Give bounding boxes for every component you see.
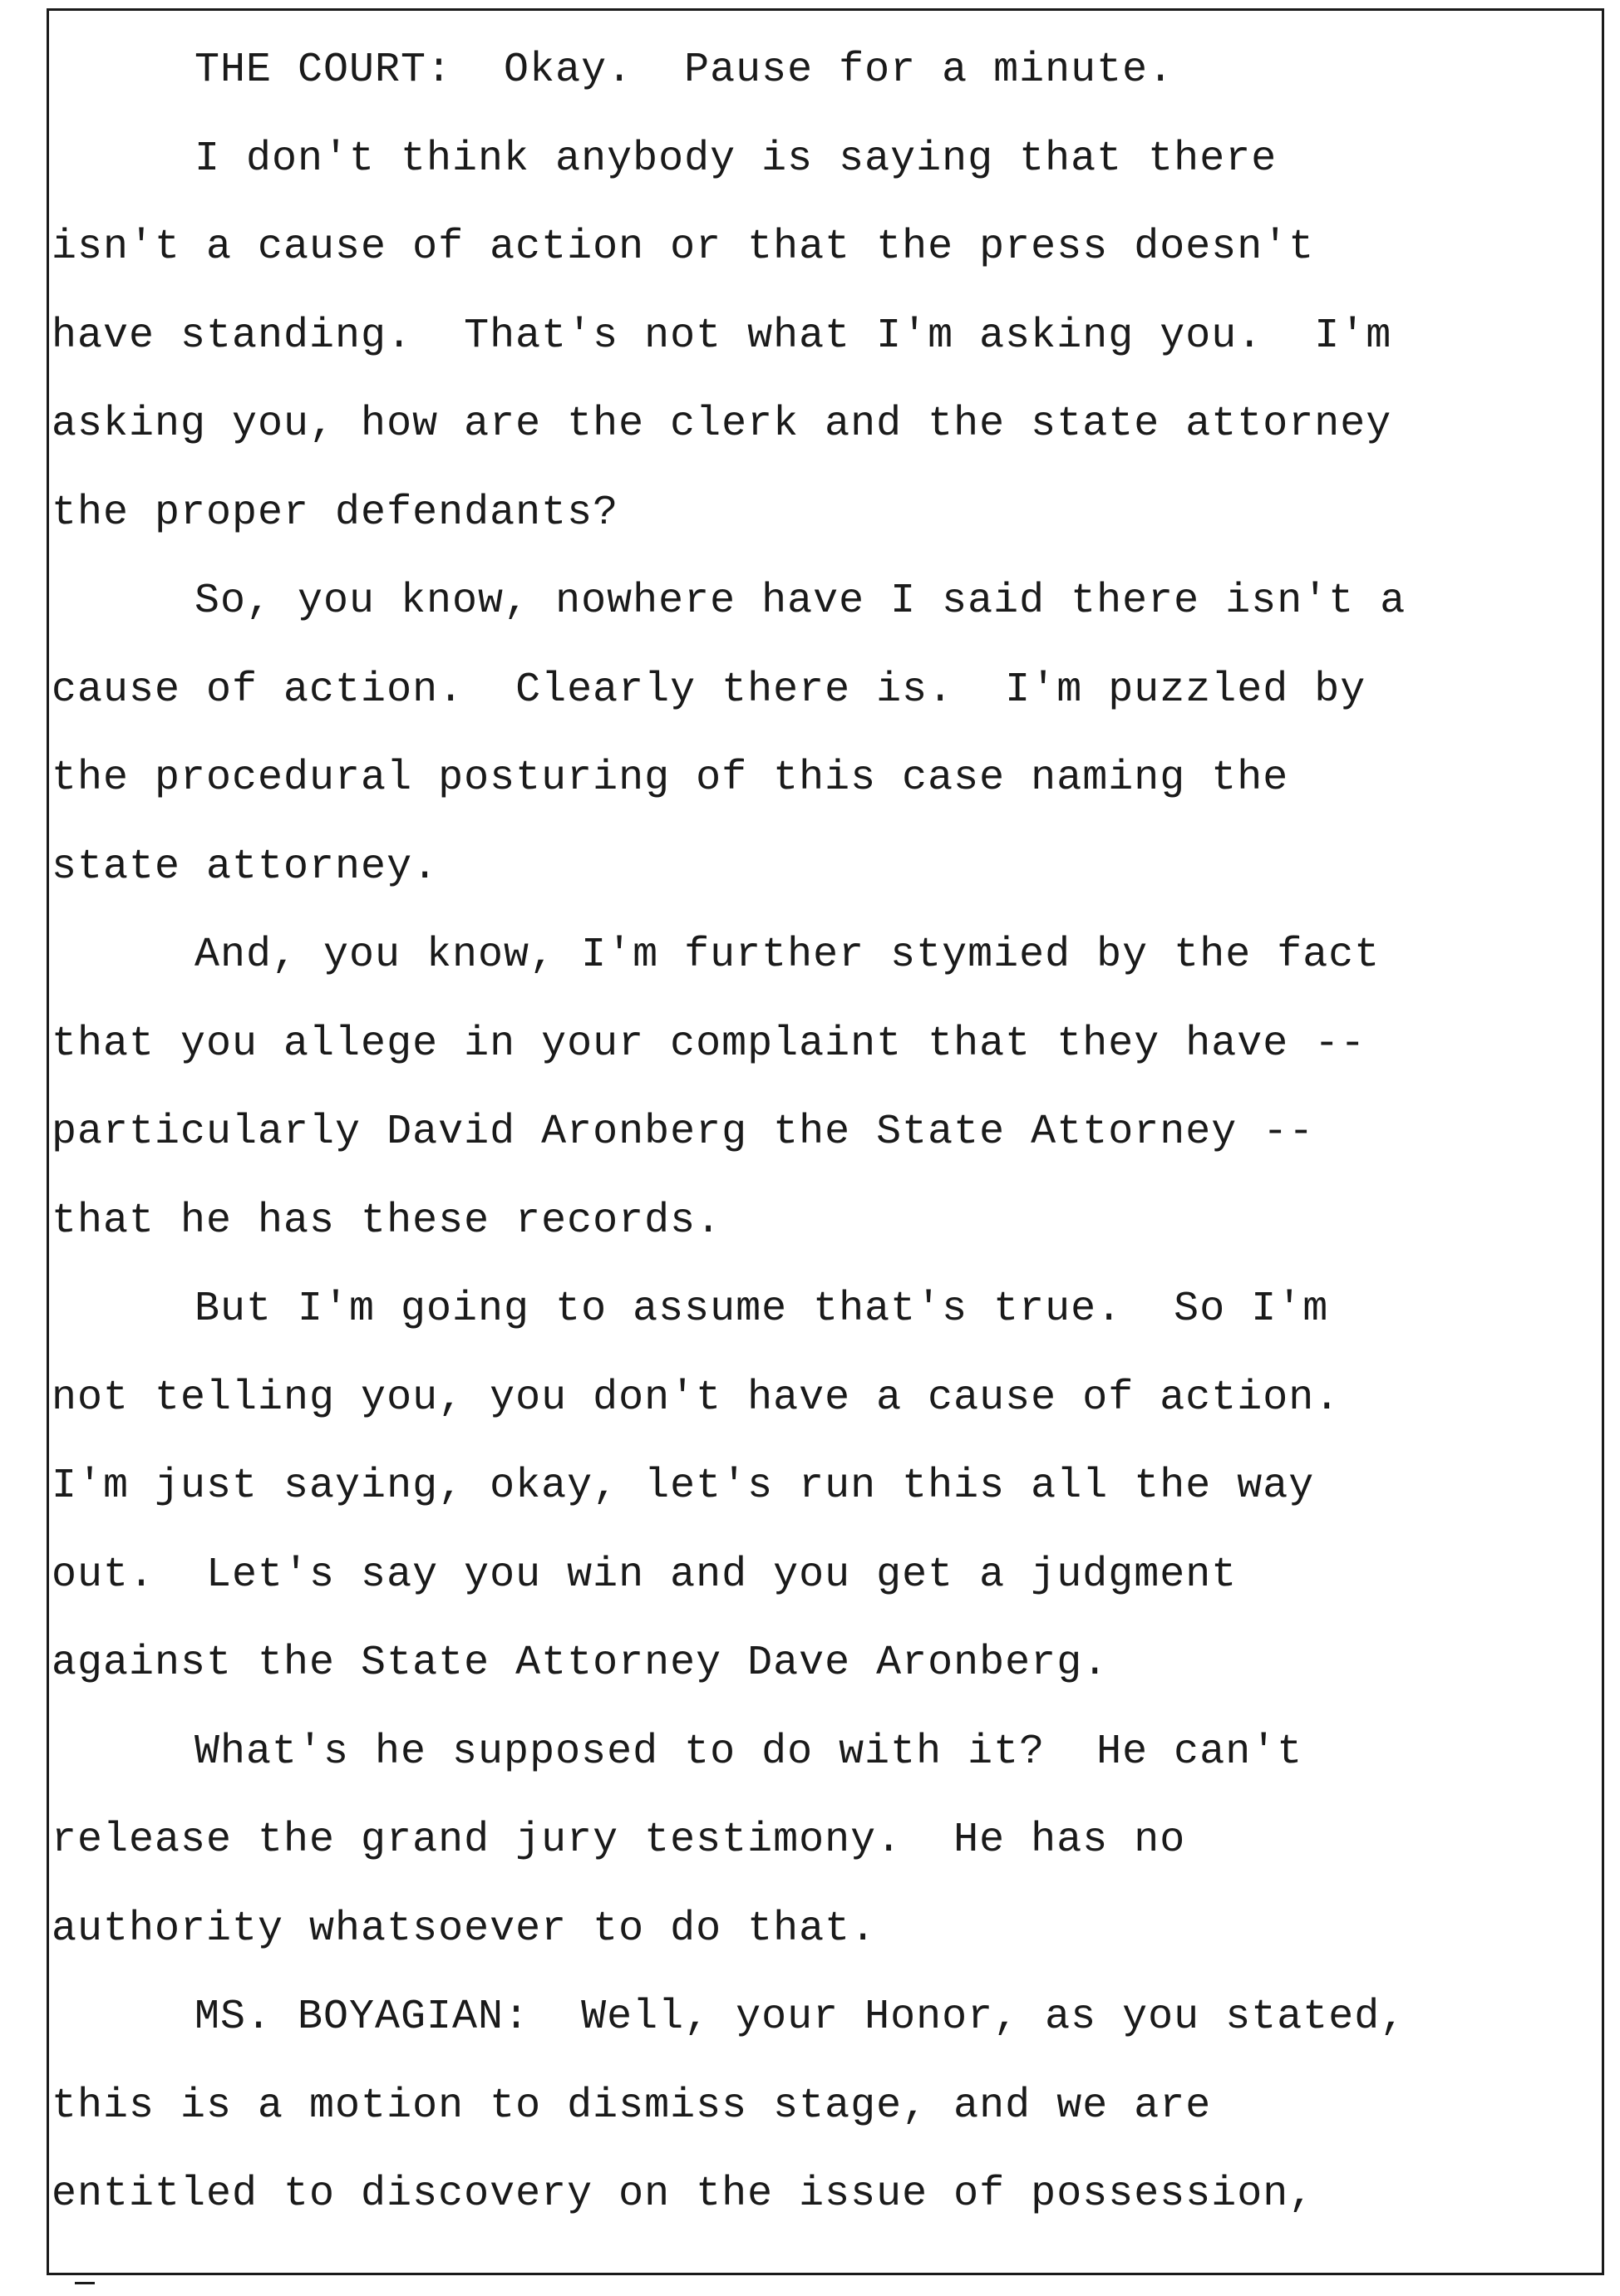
transcript-line: that you allege in your complaint that they have --: [52, 1020, 1366, 1068]
transcript-line: asking you, how are the clerk and the state attorney: [52, 401, 1392, 448]
transcript-line: state attorney.: [52, 843, 439, 891]
transcript-line: So, you know, nowhere have I said there isn't a: [194, 578, 1406, 625]
transcript-line: What's he supposed to do with it? He can't: [194, 1728, 1303, 1776]
transcript-line: particularly David Aronberg the State Attorney --: [52, 1109, 1315, 1156]
transcript-line: isn't a cause of action or that the press doesn't: [52, 224, 1315, 271]
transcript-line: MS. BOYAGIAN: Well, your Honor, as you stated,: [194, 1994, 1406, 2041]
transcript-line: this is a motion to dismiss stage, and we are: [52, 2082, 1212, 2130]
transcript-line: that he has these records.: [52, 1197, 722, 1245]
transcript-line: But I'm going to assume that's true. So I'm: [194, 1286, 1329, 1333]
transcript-line: THE COURT: Okay. Pause for a minute.: [194, 47, 1174, 94]
transcript-line: authority whatsoever to do that.: [52, 1905, 877, 1953]
transcript-line: the procedural posturing of this case naming the: [52, 755, 1289, 802]
transcript-line: I don't think anybody is saying that there: [194, 135, 1278, 183]
transcript-line: have standing. That's not what I'm asking you. I'm: [52, 312, 1392, 360]
transcript-line: out. Let's say you win and you get a judgment: [52, 1551, 1238, 1599]
transcript-line: not telling you, you don't have a cause of action.: [52, 1374, 1341, 1422]
transcript-line: cause of action. Clearly there is. I'm puzzled by: [52, 666, 1366, 714]
transcript-line: I'm just saying, okay, let's run this all the way: [52, 1463, 1315, 1510]
page-edge-mark: [75, 2282, 95, 2284]
transcript-line: release the grand jury testimony. He has no: [52, 1817, 1186, 1864]
transcript-line: against the State Attorney Dave Aronberg.: [52, 1640, 1109, 1687]
transcript-body: [52, 27, 1589, 2239]
transcript-line: the proper defendants?: [52, 489, 619, 537]
transcript-line: entitled to discovery on the issue of possession,: [52, 2171, 1315, 2218]
transcript-line: And, you know, I'm further stymied by the fact: [194, 932, 1381, 979]
